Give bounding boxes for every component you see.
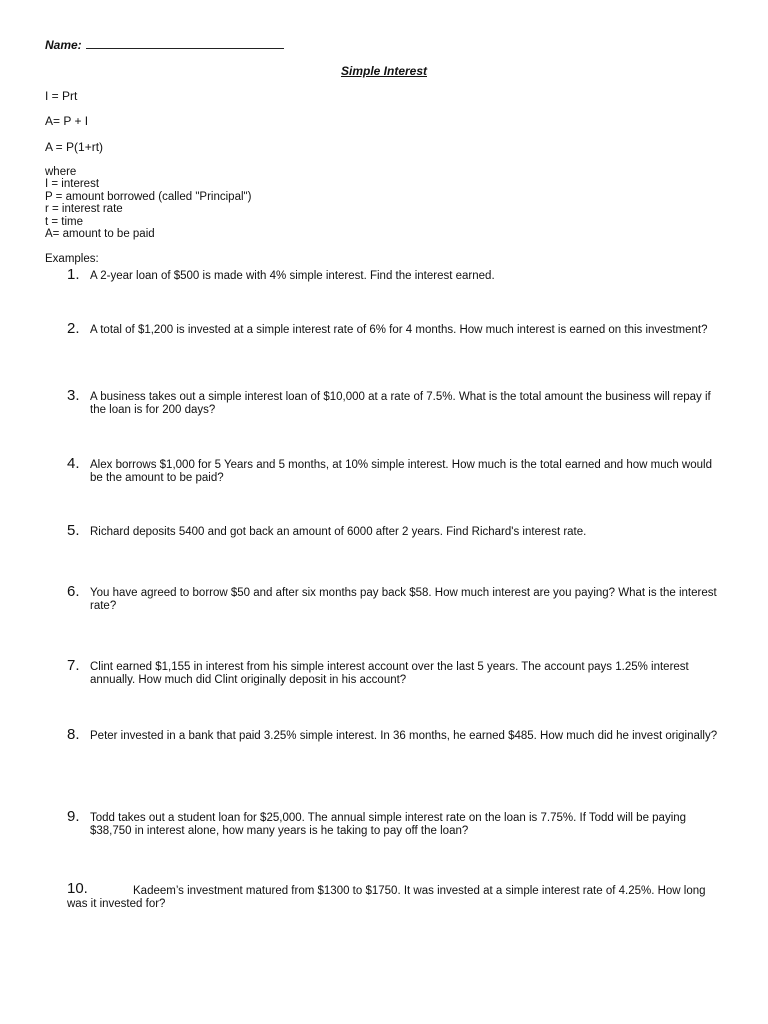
problem-text: Peter invested in a bank that paid 3.25% simple interest. In 36 months, he earned $485. How much did he invest originally?	[90, 730, 718, 742]
definition-principal: P = amount borrowed (called "Principal")	[45, 190, 252, 203]
definition-time: t = time	[45, 215, 84, 228]
formula-interest: I = Prt	[45, 89, 78, 103]
problem-text: Kadeem’s investment matured from $1300 to $1750. It was invested at a simple interest rate of 4.25%. How long was it invested for?	[67, 885, 706, 910]
problem-item-2	[67, 320, 727, 337]
problem-number: 5.	[67, 522, 80, 539]
definition-where: where	[45, 166, 77, 178]
problem-item-1	[67, 266, 727, 283]
problem-item-8	[67, 726, 727, 743]
problem-item-7	[67, 657, 727, 687]
name-field	[45, 38, 284, 52]
problem-text: A 2-year loan of $500 is made with 4% simple interest. Find the interest earned.	[90, 270, 495, 282]
problem-text: Todd takes out a student loan for $25,000. The annual simple interest rate on the loan is 7.75%. If Todd will be paying $38,750 in interest alone, how many years is he taking to pay off the loan?	[90, 812, 687, 837]
problem-number: 3.	[67, 387, 80, 404]
problem-number: 4.	[67, 455, 80, 472]
definition-amount: A= amount to be paid	[45, 228, 155, 241]
problem-text: Richard deposits 5400 and got back an amount of 6000 after 2 years. Find Richard's interest rate.	[90, 526, 587, 538]
formula-amount-expanded: A = P(1+rt)	[45, 140, 104, 154]
problem-text: Alex borrows $1,000 for 5 Years and 5 months, at 10% simple interest. How much is the total earned and how much would be the amount to be paid?	[90, 459, 712, 484]
page-title: Simple Interest	[340, 64, 428, 78]
problem-item-10	[67, 880, 727, 911]
problem-number: 9.	[67, 808, 80, 825]
formula-amount: A= P + I	[45, 114, 89, 128]
name-label: Name:	[45, 38, 82, 52]
problem-number: 2.	[67, 320, 80, 337]
problem-item-6	[67, 583, 727, 613]
name-blank-line[interactable]	[86, 38, 284, 49]
problem-number: 1.	[67, 266, 80, 283]
problem-item-3	[67, 387, 727, 417]
definition-rate: r = interest rate	[45, 203, 123, 216]
problem-number: 7.	[67, 657, 80, 674]
problem-number: 6.	[67, 583, 80, 600]
problem-text: A total of $1,200 is invested at a simple interest rate of 6% for 4 months. How much interest is earned on this investment?	[90, 324, 708, 336]
problem-text: You have agreed to borrow $50 and after six months pay back $58. How much interest are you paying? What is the interest rate?	[90, 587, 717, 612]
problem-number: 8.	[67, 726, 80, 743]
problem-item-4	[67, 455, 727, 485]
definition-interest: I = interest	[45, 178, 100, 191]
problem-number: 10.	[67, 880, 88, 897]
problem-text: A business takes out a simple interest loan of $10,000 at a rate of 7.5%. What is the total amount the business will repay if the loan is for 200 days?	[90, 391, 711, 416]
definitions-list	[45, 166, 251, 240]
problem-item-9	[67, 808, 727, 838]
problem-item-5	[67, 522, 727, 539]
examples-label: Examples:	[45, 253, 99, 265]
problem-text: Clint earned $1,155 in interest from his simple interest account over the last 5 years. The account pays 1.25% interest annually. How much did Clint originally deposit in his account?	[90, 661, 689, 686]
